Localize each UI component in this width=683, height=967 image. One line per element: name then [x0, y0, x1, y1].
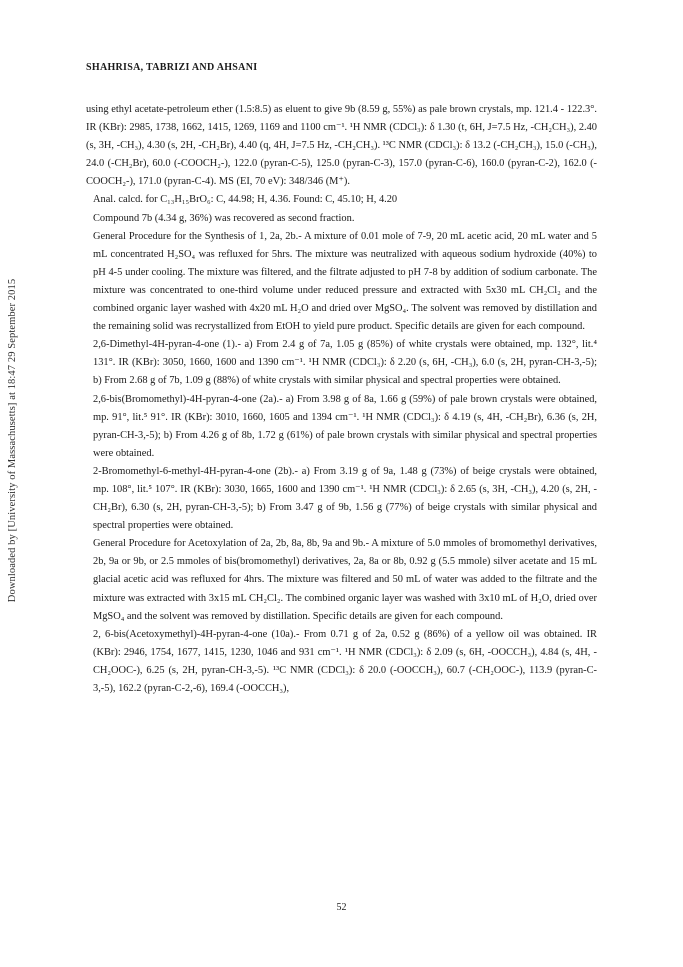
paragraph-compound-2a: 2,6-bis(Bromomethyl)-4H-pyran-4-one (2a).- a) From 3.98 g of 8a, 1.66 g (59%) of pale brown crystals were obtained, mp. 91°, lit.⁵ 91°. IR (KBr): 3010, 1660, 1605 and 1394 cm⁻¹. ¹H NMR (CDCl₃): δ 4.19 (s, 4H, -CH₂Br), 6.36 (s, 2H, pyran-CH-3,-5); b) From 4.26 g of 8b, 1.72 g (61%) of pale brown crystals with similar physical and spectral properties were obtained. — [93, 393, 597, 459]
paragraph-general-synthesis: General Procedure for the Synthesis of 1, 2a, 2b.- A mixture of 0.01 mole of 7-9, 20 mL acetic acid, 20 mL water and 5 mL concentrated H₂SO₄ was refluxed for 5hrs. The mixture was neutralized with aqueous sodium hydroxide (40%) to pH 4-5 under cooling. The mixture was filtered, and the filtrate adjusted to pH 7-8 by addition of sodium carbonate. The mixture was concentrated to one-third volume under reduced pressure and extracted with 5x30 mL CH₂Cl₂ and the combined organic layer washed with 4x20 mL H₂O and dried over MgSO₄. The solvent was removed by distillation and the remaining solid was recrystallized from EtOH to yield pure product. Specific details are given for each compound. — [93, 230, 597, 333]
paragraph-compound-10a: 2, 6-bis(Acetoxymethyl)-4H-pyran-4-one (10a).- From 0.71 g of 2a, 0.52 g (86%) of a yellow oil was obtained. IR (KBr): 2946, 1754, 1677, 1415, 1230, 1046 and 931 cm⁻¹. ¹H NMR (CDCl₃): δ 2.09 (s, 6H, -OOCCH₃), 4.84 (s, 4H, -CH₂OOC-), 6.25 (s, 2H, pyran-CH-3,-5). ¹³C NMR (CDCl₃): δ 20.0 (-OOCCH₃), 60.7 (-CH₂OOC-), 113.9 (pyran-C-3,-5), 162.2 (pyran-C-2,-6), 169.4 (-OOCCH₃), — [93, 628, 597, 694]
body-text — [86, 101, 597, 698]
running-header: SHAHRISA, TABRIZI AND AHSANI — [86, 62, 258, 73]
paragraph-9b-data: using ethyl acetate-petroleum ether (1.5:8.5) as eluent to give 9b (8.59 g, 55%) as pale brown crystals, mp. 121.4 - 122.3°. IR (KBr): 2985, 1738, 1662, 1415, 1269, 1169 and 1100 cm⁻¹. ¹H NMR (CDCl₃): δ 1.30 (t, 6H, J=7.5 Hz, -CH₂CH₃), 2.40 (s, 3H, -CH₃), 4.30 (s, 2H, -CH₂Br), 4.40 (q, 4H, J=7.5 Hz, -CH₂CH₃). ¹³C NMR (CDCl₃): δ 13.2 (-CH₂CH₃), 15.0 (-CH₃), 24.0 (-CH₂Br), 60.0 (-COOCH₂-), 122.0 (pyran-C-5), 125.0 (pyran-C-3), 157.0 (pyran-C-6), 160.0 (pyran-C-2), 162.0 (-COOCH₂-), 171.0 (pyran-C-4). MS (EI, 70 eV): 348/346 (M⁺). — [86, 104, 597, 188]
watermark-text: Downloaded by [University of Massachusetts] at 18:47 29 September 2015 — [7, 278, 19, 602]
paragraph-compound-1: 2,6-Dimethyl-4H-pyran-4-one (1).- a) From 2.4 g of 7a, 1.05 g (85%) of white crystals were obtained, mp. 132°, lit.⁴ 131°. IR (KBr): 3050, 1660, 1600 and 1390 cm⁻¹. ¹H NMR (CDCl₃): δ 2.20 (s, 6H, -CH₃), 6.0 (s, 2H, pyran-CH-3,-5); b) From 2.68 g of 7b, 1.09 g (88%) of white crystals with similar physical and spectral properties were obtained. — [93, 339, 597, 387]
page-number: 52 — [336, 902, 347, 913]
paragraph-anal-calcd: Anal. calcd. for C₁₃H₁₅BrO₆: C, 44.98; H, 4.36. Found: C, 45.10; H, 4.20 — [93, 194, 398, 206]
paragraph-compound-2b: 2-Bromomethyl-6-methyl-4H-pyran-4-one (2b).- a) From 3.19 g of 9a, 1.48 g (73%) of beige crystals were obtained, mp. 108°, lit.⁵ 107°. IR (KBr): 3030, 1665, 1600 and 1390 cm⁻¹. ¹H NMR (CDCl₃): δ 2.65 (s, 3H, -CH₃), 4.20 (s, 2H, -CH₂Br), 6.30 (s, 2H, pyran-CH-3,-5); b) From 3.47 g of 9b, 1.56 g (77%) of beige crystals with similar physical and spectral properties were obtained. — [93, 465, 597, 532]
paragraph-general-acetoxylation: General Procedure for Acetoxylation of 2a, 2b, 8a, 8b, 9a and 9b.- A mixture of 5.0 mmoles of bromomethyl derivatives, 2b, 9a or 9b, or 2.5 mmoles of bis(bromomethyl) derivatives, 2a, 8a or 8b, 0.92 g (5.5 mmole) silver acetate and 15 mL glacial acetic acid was refluxed for 4hrs. The mixture was filtered and 50 mL of water was added to the filtrate and the mixture was extracted with 3x15 mL CH₂Cl₂. The combined organic layer was washed with 3x10 mL of H₂O, dried over MgSO₄ and the solvent was removed by distillation. Specific details are given for each compound. — [93, 538, 597, 622]
download-watermark — [2, 160, 24, 720]
paragraph-compound-7b: Compound 7b (4.34 g, 36%) was recovered as second fraction. — [93, 212, 355, 224]
